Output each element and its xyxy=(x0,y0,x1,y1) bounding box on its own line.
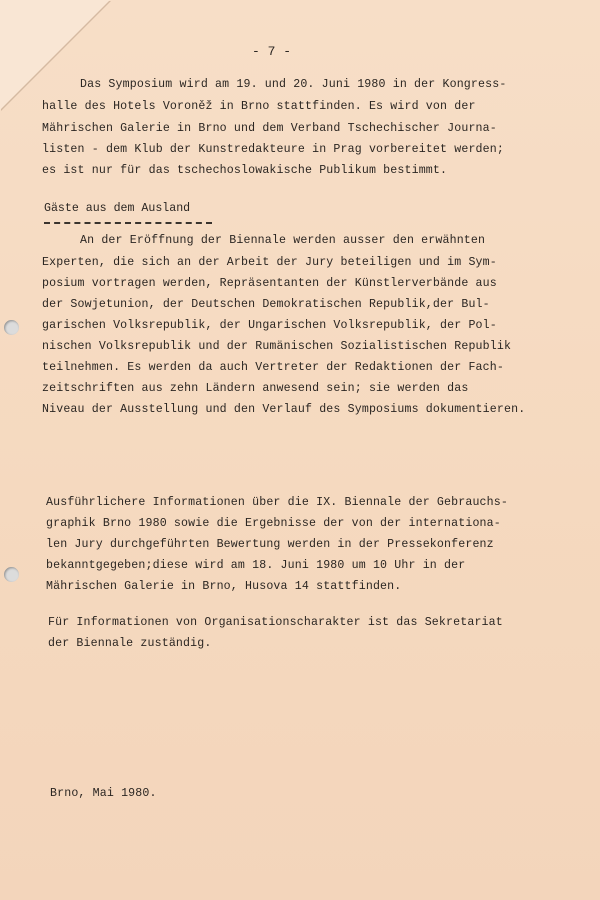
symposium-line: Mährischen Galerie in Brno und dem Verband Tschechischer Journa- xyxy=(42,122,497,135)
information-line: Mährischen Galerie in Brno, Husova 14 stattfinden. xyxy=(46,580,402,593)
secretariat-line: der Biennale zuständig. xyxy=(48,637,212,650)
folded-corner xyxy=(0,0,110,110)
symposium-line: es ist nur für das tschechoslowakische Publikum bestimmt. xyxy=(42,164,448,177)
place-date: Brno, Mai 1980. xyxy=(50,787,157,800)
guests-line: der Sowjetunion, der Deutschen Demokratischen Republik,der Bul- xyxy=(42,298,490,311)
information-line: bekanntgegeben;diese wird am 18. Juni 1980 um 10 Uhr in der xyxy=(46,559,466,572)
guests-line: teilnehmen. Es werden da auch Vertreter der Redaktionen der Fach- xyxy=(42,361,504,374)
guests-line: An der Eröffnung der Biennale werden ausser den erwähnten xyxy=(80,234,486,247)
information-line: graphik Brno 1980 sowie die Ergebnisse der von der internationa- xyxy=(46,517,501,530)
guests-line: Niveau der Ausstellung und den Verlauf des Symposiums dokumentieren. xyxy=(42,403,526,416)
guests-line: nischen Volksrepublik und der Rumänischen Sozialistischen Republik xyxy=(42,340,512,353)
secretariat-line: Für Informationen von Organisationscharakter ist das Sekretariat xyxy=(48,616,503,629)
symposium-line: listen - dem Klub der Kunstredakteure in Prag vorbereitet werden; xyxy=(42,143,504,156)
punch-hole-top xyxy=(4,320,19,335)
punch-hole-bottom xyxy=(4,567,19,582)
guests-line: posium vortragen werden, Repräsentanten der Künstlerverbände aus xyxy=(42,277,497,290)
heading-underline xyxy=(44,222,212,224)
symposium-line: Das Symposium wird am 19. und 20. Juni 1980 in der Kongress- xyxy=(80,78,507,91)
symposium-line: halle des Hotels Voroněž in Brno stattfinden. Es wird von der xyxy=(42,100,476,113)
guests-line: zeitschriften aus zehn Ländern anwesend sein; sie werden das xyxy=(42,382,469,395)
information-line: Ausführlichere Informationen über die IX. Biennale der Gebrauchs- xyxy=(46,496,508,509)
information-line: len Jury durchgeführten Bewertung werden in der Pressekonferenz xyxy=(46,538,494,551)
section-heading-guests: Gäste aus dem Ausland xyxy=(44,202,191,215)
guests-line: Experten, die sich an der Arbeit der Jury beteiligen und im Sym- xyxy=(42,256,497,269)
guests-line: garischen Volksrepublik, der Ungarischen Volksrepublik, der Pol- xyxy=(42,319,497,332)
page-number: - 7 - xyxy=(252,44,292,59)
